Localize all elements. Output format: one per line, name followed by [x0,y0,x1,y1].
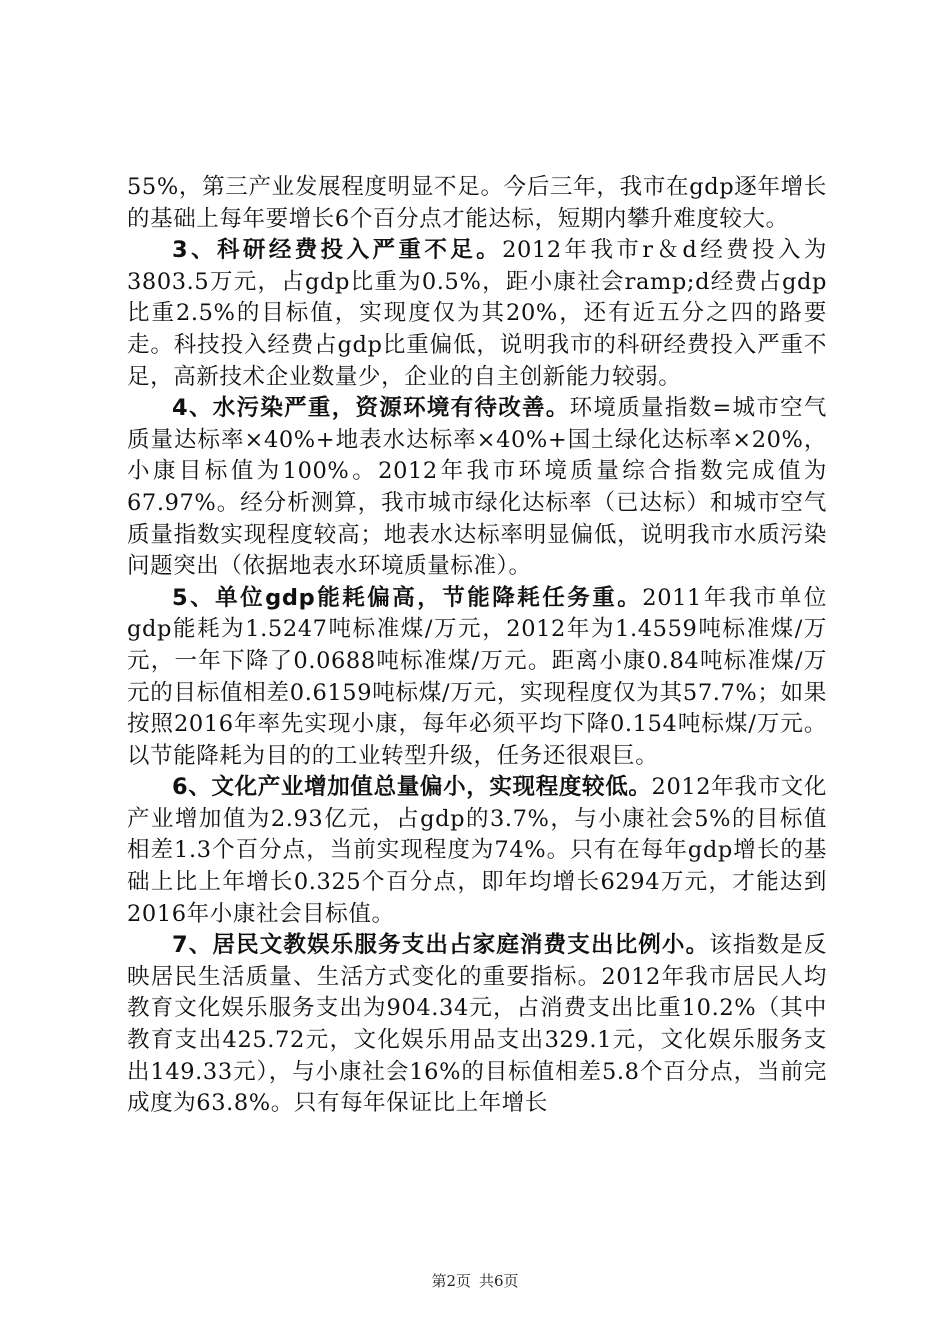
paragraph-heading: 4、水污染严重，资源环境有待改善。 [172,395,570,422]
paragraph-heading: 7、居民文教娱乐服务支出占家庭消费支出比例小。 [172,932,710,959]
paragraph-text: 环境质量指数=城市空气质量达标率×40%+地表水达标率×40%+国土绿化达标率×20%，小康目标值为100%。2012年我市环境质量综合指数完成值为67.97%。经分析测算，我市城市绿化达标率（已达标）和城市空气质量指数实现程度较高；地表水达标率明显偏低，说明我市水质污染问题突出（依据地表水环境质量标准）。 [127,395,827,580]
paragraph-cultural-industry [127,772,827,930]
paragraph-household-spending [127,930,827,1120]
page-footer [0,1271,950,1291]
paragraph-text: 55%，第三产业发展程度明显不足。今后三年，我市在gdp逐年增长的基础上每年要增长6个百分点才能达标，短期内攀升难度较大。 [127,174,827,232]
paragraph-heading: 5、单位gdp能耗偏高，节能降耗任务重。 [172,584,643,611]
paragraph-research-funding [127,235,827,393]
paragraph-text: 2011年我市单位gdp能耗为1.5247吨标准煤/万元，2012年为1.4559吨标准煤/万元，一年下降了0.0688吨标准煤/万元。距离小康0.84吨标准煤/万元的目标值相差0.6159吨标煤/万元，实现程度仅为其57.7%；如果按照2016年率先实现小康，每年必须平均下降0.154吨标煤/万元。以节能降耗为目的的工业转型升级，任务还很艰巨。 [127,584,827,769]
page-total: 共6页 [479,1272,519,1290]
paragraph-energy-consumption [127,583,827,773]
paragraph-water-pollution [127,393,827,583]
paragraph-heading: 6、文化产业增加值总量偏小，实现程度较低。 [172,774,652,801]
paragraph-text: 2012年我市r＆d经费投入为3803.5万元，占gdp比重为0.5%，距小康社会ramp;d经费占gdp比重2.5%的目标值，实现度仅为其20%，还有近五分之四的路要走。科技投入经费占gdp比重偏低，说明我市的科研经费投入严重不足，高新技术企业数量少，企业的自主创新能力较弱。 [127,237,827,390]
page-number: 第2页 [431,1272,471,1290]
paragraph-continuation [127,172,827,235]
paragraph-heading: 3、科研经费投入严重不足。 [172,237,503,264]
document-body [127,172,827,1120]
paragraph-text: 2012年我市文化产业增加值为2.93亿元，占gdp的3.7%，与小康社会5%的目标值相差1.3个百分点，当前实现程度为74%。只有在每年gdp增长的基础上比上年增长0.325个百分点，即年均增长6294万元，才能达到2016年小康社会目标值。 [127,774,827,927]
paragraph-text: 该指数是反映居民生活质量、生活方式变化的重要指标。2012年我市居民人均教育文化娱乐服务支出为904.34元，占消费支出比重10.2%（其中教育支出425.72元，文化娱乐用品支出329.1元，文化娱乐服务支出149.33元），与小康社会16%的目标值相差5.8个百分点，当前完成度为63.8%。只有每年保证比上年增长 [127,932,827,1117]
